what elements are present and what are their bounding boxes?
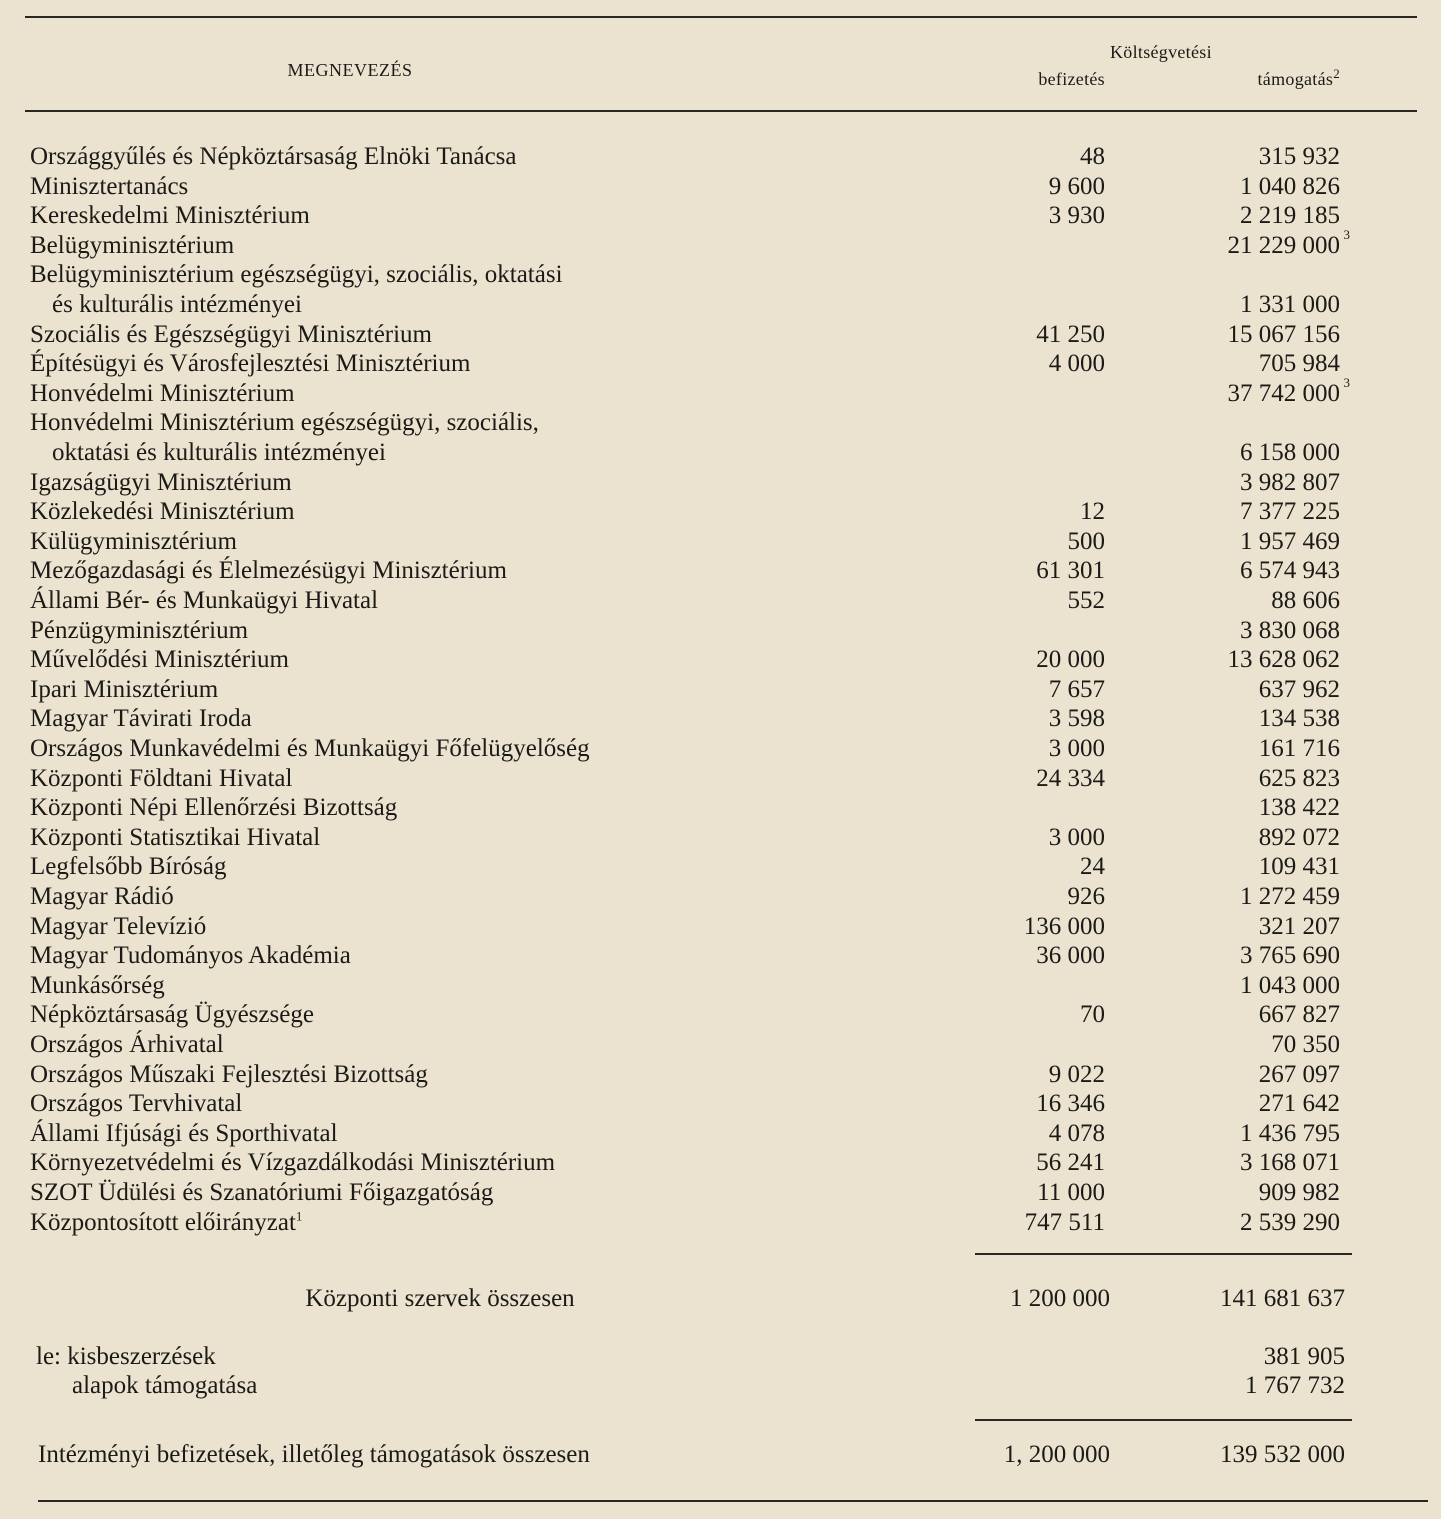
row-label: Magyar Televízió [30, 912, 207, 940]
table-row [0, 226, 1441, 261]
row-label: Központosított előirányzat [30, 1208, 296, 1236]
table-row [0, 586, 1441, 616]
row-tamogatas-value: 161 716 [1258, 735, 1340, 762]
row-befizetes: 12 [1080, 498, 1105, 526]
row-label: Honvédelmi Minisztérium egészségügyi, szociális, [30, 409, 539, 437]
subtotal-label: Központi szervek összesen [305, 1285, 575, 1312]
table-row [0, 172, 1441, 202]
row-befizetes: 7 657 [1048, 675, 1105, 703]
table-row [0, 408, 1441, 438]
table-row [0, 527, 1441, 557]
header-rule [25, 110, 1417, 112]
row-label: Művelődési Minisztérium [30, 646, 289, 674]
row-tamogatas-value: 271 642 [1258, 1090, 1340, 1118]
row-befizetes: 24 [1080, 853, 1105, 881]
row-label: Országos Tervhivatal [30, 1090, 243, 1118]
row-label: Legfelsőbb Bíróság [30, 853, 227, 881]
row-befizetes: 4 078 [1048, 1119, 1105, 1147]
deduction-label: alapok támogatása [72, 1372, 258, 1399]
row-label: Belügyminisztérium egészségügyi, szociális, oktatási [30, 261, 563, 289]
row-label: Környezetvédelmi és Vízgazdálkodási Minisztérium [30, 1149, 556, 1177]
table-row [0, 882, 1441, 912]
row-tamogatas [1160, 882, 1340, 912]
row-tamogatas-value: 88 606 [1271, 587, 1340, 614]
row-tamogatas [1160, 852, 1340, 882]
row-befizetes: 3 598 [1048, 705, 1105, 733]
row-label: Közlekedési Minisztérium [30, 498, 295, 526]
row-tamogatas [1160, 912, 1340, 942]
row-tamogatas [1160, 734, 1340, 764]
row-tamogatas-value: 1 957 469 [1240, 527, 1340, 555]
column-header-befizetes: befizetés [1038, 69, 1105, 89]
row-tamogatas [1160, 616, 1340, 646]
row-tamogatas [1160, 793, 1340, 823]
row-befizetes: 747 511 [1024, 1208, 1105, 1236]
row-tamogatas-value: 2 539 290 [1240, 1208, 1340, 1236]
row-befizetes: 3 000 [1048, 735, 1105, 762]
row-befizetes: 3 000 [1048, 823, 1105, 851]
row-label: Építésügyi és Városfejlesztési Minisztérium [30, 350, 471, 378]
row-befizetes: 926 [1067, 883, 1105, 910]
row-tamogatas-value: 267 097 [1258, 1060, 1340, 1088]
subtotal-befizetes: 1 200 000 [1010, 1285, 1110, 1312]
row-label: Belügyminisztérium [30, 231, 235, 259]
row-tamogatas-value: 3 168 071 [1240, 1149, 1340, 1177]
row-tamogatas-value: 2 219 185 [1240, 202, 1340, 230]
deduction-row [0, 1371, 1441, 1401]
table-row [0, 675, 1441, 705]
row-befizetes: 9 022 [1048, 1060, 1105, 1088]
footnote-marker: 2 [1333, 66, 1340, 81]
row-tamogatas [1160, 823, 1340, 853]
row-label: Országos Árhivatal [30, 1031, 224, 1058]
row-tamogatas-value: 3 982 807 [1240, 468, 1340, 496]
row-befizetes: 3 930 [1048, 202, 1105, 230]
row-tamogatas-value: 625 823 [1258, 764, 1340, 792]
table-row [0, 764, 1441, 794]
row-befizetes: 16 346 [1036, 1090, 1105, 1118]
row-befizetes: 552 [1067, 587, 1105, 614]
table-row [0, 1178, 1441, 1208]
column-header-name: MEGNEVEZÉS [287, 60, 413, 80]
table-row [0, 971, 1441, 1001]
subtotal-tamogatas: 141 681 637 [1220, 1285, 1345, 1312]
row-tamogatas-value: 705 984 [1258, 350, 1340, 378]
table-row [0, 616, 1441, 646]
row-tamogatas-value: 37 742 000 [1227, 379, 1340, 407]
table-row [0, 142, 1441, 172]
tamogatas-label: támogatás [1257, 69, 1334, 89]
row-tamogatas-value: 7 377 225 [1240, 498, 1340, 526]
row-label: Országos Műszaki Fejlesztési Bizottság [30, 1060, 428, 1088]
row-label: Állami Bér- és Munkaügyi Hivatal [30, 587, 379, 614]
row-tamogatas [1160, 1030, 1340, 1060]
row-label: Állami Ifjúsági és Sporthivatal [30, 1119, 338, 1147]
table-row [0, 734, 1441, 764]
row-tamogatas [1160, 1178, 1340, 1208]
table-row [0, 349, 1441, 379]
total-befizetes: 1, 200 000 [1003, 1441, 1110, 1468]
deduction-label: le: kisbeszerzések [36, 1343, 216, 1370]
table-row [0, 823, 1441, 853]
row-label: Központi Földtani Hivatal [30, 764, 293, 792]
row-label: Mezőgazdasági és Élelmezésügyi Minisztérium [30, 557, 507, 585]
row-tamogatas [1160, 1089, 1340, 1119]
row-tamogatas [1160, 349, 1340, 379]
row-tamogatas [1160, 704, 1340, 734]
row-tamogatas-value: 1 436 795 [1240, 1119, 1340, 1147]
table-row [0, 704, 1441, 734]
row-befizetes: 41 250 [1036, 320, 1105, 348]
row-label: Központi Statisztikai Hivatal [30, 823, 321, 851]
row-tamogatas [1160, 468, 1340, 498]
table-row [0, 438, 1441, 468]
row-label: Igazságügyi Minisztérium [30, 468, 292, 496]
row-tamogatas-value: 138 422 [1258, 794, 1340, 822]
table-row [0, 1030, 1441, 1060]
row-tamogatas [1160, 586, 1340, 616]
table-row [0, 852, 1441, 882]
deduction-tamogatas: 381 905 [1263, 1343, 1345, 1370]
row-tamogatas [1160, 290, 1340, 320]
row-tamogatas-value: 1 043 000 [1240, 971, 1340, 999]
column-group-header-budget: Költségvetési [1110, 42, 1212, 62]
row-tamogatas [1160, 201, 1340, 231]
row-label: Külügyminisztérium [30, 527, 237, 555]
row-tamogatas [1160, 1000, 1340, 1030]
row-tamogatas-value: 892 072 [1258, 823, 1340, 851]
row-tamogatas [1160, 1119, 1340, 1149]
table-row [0, 941, 1441, 971]
row-befizetes: 136 000 [1023, 912, 1105, 940]
row-befizetes: 48 [1080, 143, 1105, 170]
row-tamogatas [1160, 971, 1340, 1001]
table-row [0, 374, 1441, 409]
row-label: Kereskedelmi Minisztérium [30, 202, 310, 230]
row-label: SZOT Üdülési és Szanatóriumi Főigazgatóság [30, 1179, 494, 1206]
row-befizetes: 61 301 [1036, 557, 1105, 585]
row-befizetes: 11 000 [1037, 1179, 1105, 1206]
row-tamogatas [1160, 764, 1340, 794]
table-row [0, 260, 1441, 290]
row-label: Országos Munkavédelmi és Munkaügyi Főfelügyelőség [30, 735, 590, 762]
row-label: Honvédelmi Minisztérium [30, 379, 295, 407]
row-befizetes: 9 600 [1048, 172, 1105, 200]
row-tamogatas-value: 321 207 [1258, 912, 1340, 940]
top-rule [25, 16, 1417, 18]
table-row [0, 1119, 1441, 1149]
row-tamogatas-value: 1 040 826 [1240, 172, 1340, 200]
table-row [0, 290, 1441, 320]
total-tamogatas: 139 532 000 [1220, 1441, 1345, 1468]
row-befizetes: 56 241 [1036, 1149, 1105, 1177]
row-tamogatas-value: 667 827 [1258, 1001, 1340, 1029]
row-tamogatas-value: 6 158 000 [1240, 439, 1340, 466]
table-row [0, 497, 1441, 527]
row-tamogatas-value: 109 431 [1258, 853, 1340, 881]
row-label: Magyar Távirati Iroda [30, 705, 252, 733]
row-label: Népköztársaság Ügyészsége [30, 1001, 314, 1029]
row-tamogatas: 37 742 000 3 [1227, 374, 1350, 407]
deduction-row [0, 1342, 1441, 1372]
row-tamogatas-value: 134 538 [1258, 705, 1340, 733]
total-rule [975, 1419, 1352, 1421]
row-tamogatas [1160, 556, 1340, 586]
table-row [0, 556, 1441, 586]
row-tamogatas [1160, 142, 1340, 172]
row-label: oktatási és kulturális intézményei [52, 439, 386, 466]
subtotal-row [0, 1284, 1441, 1314]
row-label: Magyar Tudományos Akadémia [30, 942, 351, 970]
row-label: és kulturális intézményei [52, 291, 302, 318]
table-row [0, 1089, 1441, 1119]
row-tamogatas-value: 1 331 000 [1240, 291, 1340, 318]
row-befizetes: 36 000 [1036, 942, 1105, 970]
row-label: Pénzügyminisztérium [30, 616, 249, 644]
row-tamogatas [1160, 675, 1340, 705]
row-tamogatas-value: 13 628 062 [1227, 646, 1340, 674]
row-label: Szociális és Egészségügyi Minisztérium [30, 320, 433, 348]
row-befizetes: 24 334 [1036, 764, 1105, 792]
footnote-marker: 1 [295, 1208, 303, 1224]
row-tamogatas [1160, 172, 1340, 202]
row-label-with-note [30, 1208, 302, 1238]
column-header-tamogatas [1200, 66, 1340, 90]
table-row [0, 320, 1441, 350]
row-befizetes: 20 000 [1036, 646, 1105, 674]
table-row [0, 468, 1441, 498]
row-tamogatas: 21 229 000 3 [1227, 226, 1350, 259]
row-label: Minisztertanács [30, 172, 189, 200]
row-tamogatas [1160, 320, 1340, 350]
table-row [0, 1208, 1441, 1238]
row-label: Magyar Rádió [30, 883, 174, 910]
row-tamogatas [1160, 941, 1340, 971]
row-label: Ipari Minisztérium [30, 675, 219, 703]
table-row [0, 1148, 1441, 1178]
table-row [0, 201, 1441, 231]
total-label: Intézményi befizetések, illetőleg támogatások összesen [38, 1441, 590, 1468]
row-tamogatas-value: 1 272 459 [1240, 883, 1340, 910]
row-tamogatas-value: 3 765 690 [1240, 942, 1340, 970]
row-tamogatas [1160, 497, 1340, 527]
row-tamogatas-value: 315 932 [1258, 143, 1340, 170]
row-tamogatas [1160, 1148, 1340, 1178]
row-tamogatas-value: 6 574 943 [1240, 557, 1340, 585]
row-tamogatas [1160, 1208, 1340, 1238]
table-row [0, 1000, 1441, 1030]
table-row [0, 645, 1441, 675]
row-tamogatas-value: 21 229 000 [1227, 231, 1340, 259]
row-tamogatas [1160, 1060, 1340, 1090]
row-befizetes: 70 [1080, 1001, 1105, 1029]
row-tamogatas [1160, 527, 1340, 557]
subtotal-rule [975, 1253, 1352, 1255]
row-befizetes: 500 [1067, 527, 1105, 555]
bottom-rule [38, 1500, 1428, 1502]
row-tamogatas [1160, 438, 1340, 468]
row-tamogatas-value: 3 830 068 [1240, 616, 1340, 644]
row-label: Munkásőrség [30, 971, 165, 999]
total-row [0, 1440, 1441, 1470]
row-befizetes: 4 000 [1048, 350, 1105, 378]
row-tamogatas-value: 637 962 [1258, 675, 1340, 703]
deduction-tamogatas: 1 767 732 [1245, 1372, 1345, 1399]
table-row [0, 912, 1441, 942]
table-row [0, 1060, 1441, 1090]
row-label: Központi Népi Ellenőrzési Bizottság [30, 794, 398, 822]
row-tamogatas-value: 909 982 [1258, 1179, 1340, 1206]
row-tamogatas [1160, 645, 1340, 675]
row-tamogatas-value: 15 067 156 [1227, 320, 1340, 348]
table-row [0, 793, 1441, 823]
row-tamogatas-value: 70 350 [1271, 1031, 1340, 1058]
row-label: Országgyűlés és Népköztársaság Elnöki Tanácsa [30, 143, 517, 170]
